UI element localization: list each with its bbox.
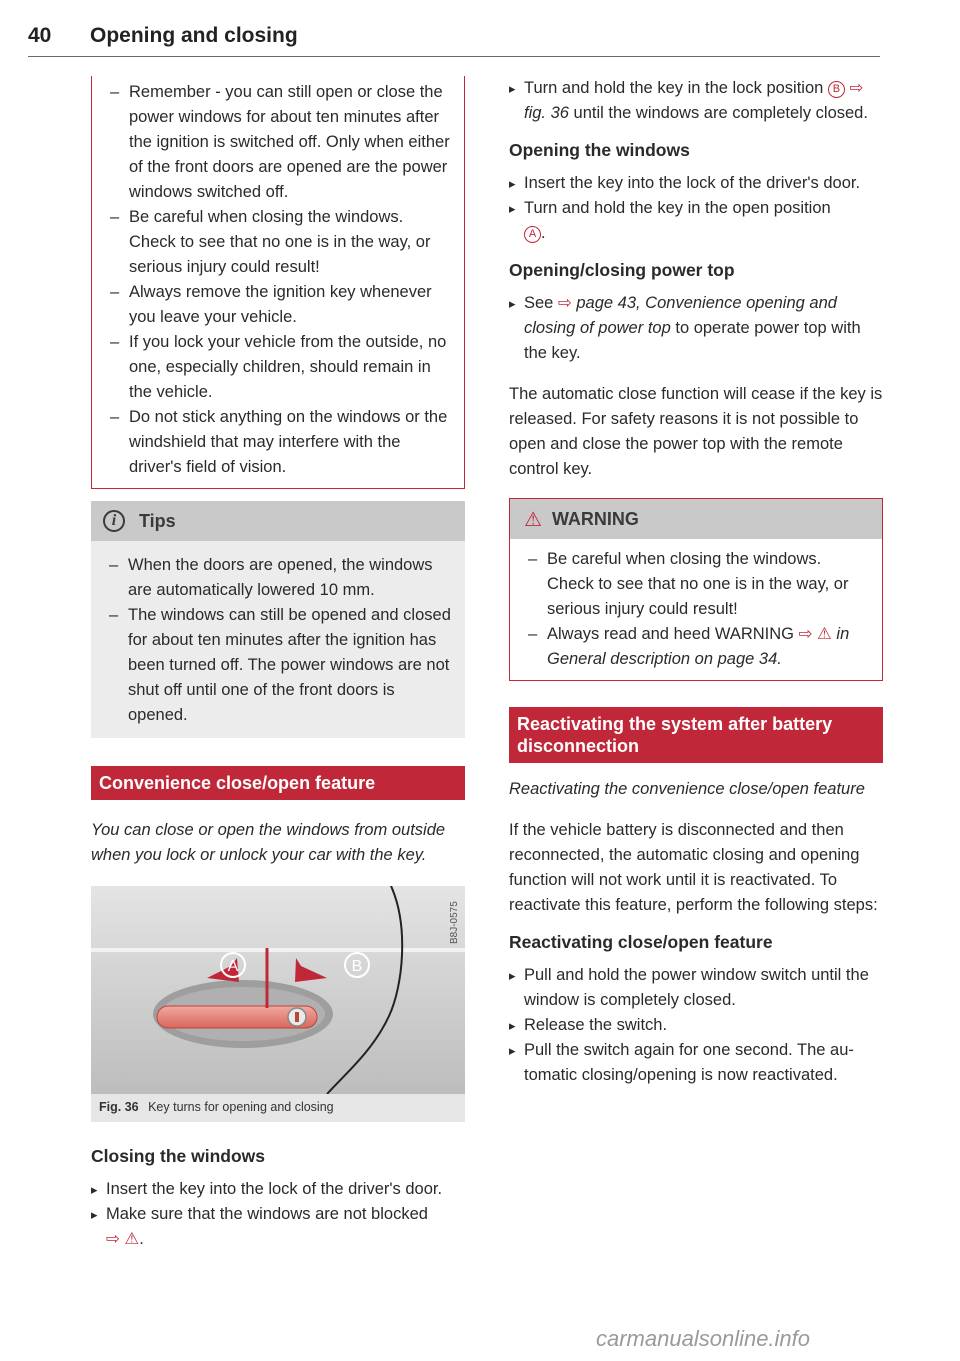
warning-item: – If you lock your vehicle from the outside, no one, especially children, should remain in the vehicle.: [110, 330, 450, 405]
arrow-ref-icon: ⇨: [798, 625, 813, 643]
position-b-icon: B: [828, 81, 845, 98]
section-intro: You can close or open the windows from outside when you lock or unlock your car with the key.: [91, 821, 446, 864]
figure-code: B8J-0575: [449, 901, 460, 944]
figure-caption-text: Key turns for opening and closing: [148, 1100, 334, 1114]
marker-b-label: B: [351, 958, 363, 975]
opening-step: ▸ Insert the key into the lock of the driver's door.: [509, 171, 883, 196]
powertop-paragraph: The automatic close function will cease if the key is released. For safety reasons it is not possible to open and close the power top with the remote control key.: [509, 385, 883, 478]
reactivation-step: ▸ Pull the switch again for one second. The automatic closing/opening is now reactivated.: [509, 1038, 883, 1088]
right-column: [509, 76, 883, 1088]
powertop-heading: Opening/closing power top: [509, 260, 735, 280]
figure-caption: [91, 1094, 465, 1122]
warning-title: WARNING: [551, 508, 639, 529]
opening-step: ▸ Turn and hold the key in the open position A .: [509, 196, 883, 246]
warning-triangle-icon: ⚠: [817, 625, 832, 643]
watermark: carmanualsonline.info: [596, 1326, 811, 1351]
marker-a-label: A: [227, 958, 239, 975]
page-header: [28, 22, 880, 57]
closing-step: ▸ Turn and hold the key in the lock position B ⇨ fig. 36 until the windows are completely closed.: [509, 76, 883, 126]
warning-item: – Be careful when closing the windows. Check to see that no one is in the way, or serious injury could result!: [110, 205, 450, 280]
closing-heading: Closing the windows: [91, 1146, 266, 1166]
tips-item: – When the doors are opened, the windows are automatically lowered 10 mm.: [109, 553, 451, 603]
info-icon: i: [103, 510, 125, 532]
warning-continuation-box: [91, 76, 465, 489]
warning-header: [510, 499, 882, 539]
position-a-icon: A: [524, 226, 541, 243]
arrow-ref-icon: ⇨: [106, 1230, 120, 1248]
closing-step: ▸ Insert the key into the lock of the driver's door.: [91, 1177, 465, 1202]
figure-36: [91, 886, 465, 1122]
reactivation-step: ▸ Pull and hold the power window switch until the window is completely closed.: [509, 963, 883, 1013]
section-heading-convenience: Convenience close/open feature: [91, 766, 465, 800]
warning-triangle-icon: ⚠: [524, 508, 542, 531]
opening-heading: Opening the windows: [509, 140, 690, 160]
closing-step: ▸ Make sure that the windows are not blocked ⇨ ⚠.: [91, 1202, 465, 1252]
reactivation-subheading: Reactivating close/open feature: [509, 932, 773, 952]
warning-item: – Always read and heed WARNING ⇨ ⚠ in General description on page 34.: [528, 622, 870, 672]
left-column: [91, 76, 465, 1252]
figure-label: Fig. 36: [99, 1100, 139, 1114]
warning-item: – Do not stick anything on the windows or the windshield that may interfere with the driver's field of vision.: [110, 405, 450, 480]
page-link[interactable]: in General description on page 34.: [547, 625, 850, 668]
arrow-ref-icon: ⇨: [557, 294, 572, 312]
tips-item: – The windows can still be opened and closed for about ten minutes after the ignition has been turned off. The power windows are not shut off until one of the front doors is opened.: [109, 603, 451, 728]
tips-title: Tips: [139, 510, 176, 531]
page-link[interactable]: page 43, Convenience opening and closing of power top: [524, 294, 837, 337]
warning-box: [509, 498, 883, 681]
reactivation-step: ▸ Release the switch.: [509, 1013, 883, 1038]
powertop-step: ▸ See ⇨ page 43, Convenience opening and closing of power top to operate power top with the key.: [509, 291, 883, 366]
section-title: Opening and closing: [90, 24, 298, 47]
door-handle-drawing: [91, 886, 465, 1094]
section-heading-reactivating: Reactivating the system after battery disconnection: [509, 707, 883, 763]
section-intro: Reactivating the convenience close/open feature: [509, 780, 865, 798]
warning-triangle-icon: ⚠: [124, 1230, 140, 1248]
warning-item: – Always remove the ignition key whenever you leave your vehicle.: [110, 280, 450, 330]
warning-item: – Remember - you can still open or close the power windows for about ten minutes after the ignition is switched off. Only when either of the front doors are opened are the power windows switched off.: [110, 80, 450, 205]
tips-box: [91, 501, 465, 738]
warning-item: – Be careful when closing the windows. Check to see that no one is in the way, or serious injury could result!: [528, 547, 870, 622]
reactivation-paragraph: If the vehicle battery is disconnected and then reconnected, the automatic closing and opening function will not work until it is reactivated. To reactivate this feature, perform the following steps:: [509, 821, 878, 914]
page-number: 40: [28, 24, 52, 47]
figure-reference: fig. 36: [524, 104, 569, 122]
tips-header: [91, 501, 465, 541]
arrow-ref-icon: ⇨: [849, 79, 864, 97]
door-handle-illustration: [91, 886, 465, 1094]
